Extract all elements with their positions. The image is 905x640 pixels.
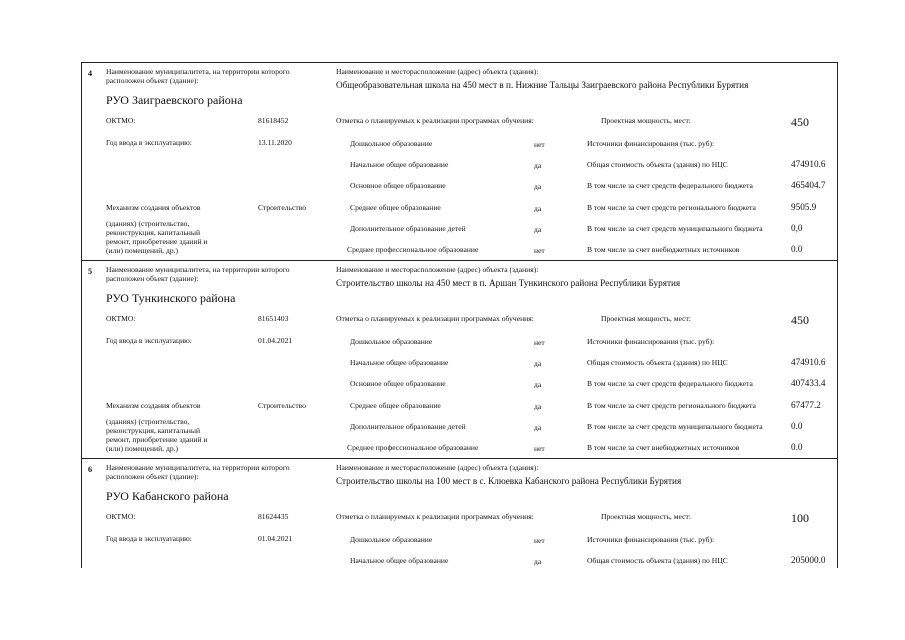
program-mark: да xyxy=(534,423,542,432)
mechanism-detail-line2: реконструкция, капитальный xyxy=(106,228,201,237)
record-number: 6 xyxy=(88,465,93,474)
finance-value: 407433.4 xyxy=(791,378,826,388)
finance-label: В том числе за счет средств муниципального бюджета xyxy=(587,224,763,233)
object-label: Наименование и месторасположение (адрес) объекта (здания): xyxy=(336,67,539,76)
finance-label: Общая стоимость объекта (здания) по НЦС xyxy=(587,556,728,565)
mechanism-detail-line1: (зданиях) (строительство, xyxy=(106,417,190,426)
finance-label: В том числе за счет средств регионального бюджета xyxy=(587,203,756,212)
program-label: Начальное общее образование xyxy=(350,358,449,367)
finance-value: 9505.9 xyxy=(791,202,817,212)
oktmo-label: ОКТМО: xyxy=(106,512,136,521)
municipality-label-line2: расположен объект (здание): xyxy=(106,76,199,85)
finance-value: 67477.2 xyxy=(791,400,821,410)
table-row xyxy=(81,62,837,260)
year-value: 01.04.2021 xyxy=(258,534,293,543)
program-mark: да xyxy=(534,557,542,566)
program-label: Основное общее образование xyxy=(350,181,446,190)
program-mark: нет xyxy=(534,444,545,453)
oktmo-label: ОКТМО: xyxy=(106,116,136,125)
municipality-label-line2: расположен объект (здание): xyxy=(106,472,199,481)
municipality-label-line1: Наименование муниципалитета, на территории которого xyxy=(106,463,290,472)
capacity-label: Проектная мощность, мест: xyxy=(601,512,691,521)
finance-value: 474910.6 xyxy=(791,357,826,367)
finance-label: Общая стоимость объекта (здания) по НЦС xyxy=(587,358,728,367)
mechanism-detail-line1: (зданиях) (строительство, xyxy=(106,219,190,228)
finance-label: Источники финансирования (тыс. руб): xyxy=(587,337,715,346)
mechanism-label: Механизм создания объектов xyxy=(106,401,201,410)
mechanism-detail-line3: ремонт, приобретение зданий и xyxy=(106,435,208,444)
program-mark: да xyxy=(534,380,542,389)
mechanism-label: Механизм создания объектов xyxy=(106,203,201,212)
capacity-value: 100 xyxy=(791,511,809,525)
program-label: Среднее общее образование xyxy=(350,203,441,212)
capacity-value: 450 xyxy=(791,115,809,129)
finance-value: 465404.7 xyxy=(791,180,826,190)
table-border-right xyxy=(837,62,838,568)
year-value: 13.11.2020 xyxy=(258,138,292,147)
year-label: Год ввода в эксплуатацию: xyxy=(106,138,192,147)
programs-mark-label: Отметка о планируемых к реализации программах обучения: xyxy=(336,512,534,521)
finance-label: В том числе за счет средств регионального бюджета xyxy=(587,401,756,410)
finance-label: Общая стоимость объекта (здания) по НЦС xyxy=(587,160,728,169)
program-label: Дополнительное образование детей xyxy=(350,224,466,233)
finance-value: 205000.0 xyxy=(791,555,826,565)
capacity-label: Проектная мощность, мест: xyxy=(601,116,691,125)
oktmo-value: 81624435 xyxy=(258,512,289,521)
finance-label: В том числе за счет средств федерального бюджета xyxy=(587,181,753,190)
finance-value: 0.0 xyxy=(791,442,803,452)
finance-label: В том числе за счет средств федерального бюджета xyxy=(587,379,753,388)
program-mark: да xyxy=(534,161,542,170)
finance-label: В том числе за счет средств муниципального бюджета xyxy=(587,422,763,431)
program-mark: нет xyxy=(534,536,545,545)
table-row xyxy=(81,458,837,568)
mechanism-detail-line4: (или) помещений, др.) xyxy=(106,444,179,453)
capacity-label: Проектная мощность, мест: xyxy=(601,314,691,323)
municipality-label-line1: Наименование муниципалитета, на территории которого xyxy=(106,67,290,76)
municipality-name: РУО Заиграевского района xyxy=(106,93,243,107)
finance-value: 0.0 xyxy=(791,421,803,431)
municipality-name: РУО Кабанского района xyxy=(106,489,229,503)
program-label: Среднее профессиональное образование xyxy=(347,245,479,254)
record-number: 5 xyxy=(88,267,93,276)
program-label: Дошкольное образование xyxy=(350,139,433,148)
program-label: Дошкольное образование xyxy=(350,535,433,544)
program-mark: нет xyxy=(534,246,545,255)
mechanism-value: Строительство xyxy=(258,203,306,212)
capacity-value: 450 xyxy=(791,313,809,327)
programs-mark-label: Отметка о планируемых к реализации программах обучения: xyxy=(336,314,534,323)
mechanism-value: Строительство xyxy=(258,401,306,410)
object-name: Общеобразовательная школа на 450 мест в п. Нижние Тальцы Заиграевского района Республики Бурятия xyxy=(336,80,749,90)
program-mark: да xyxy=(534,204,542,213)
program-label: Начальное общее образование xyxy=(350,556,449,565)
programs-mark-label: Отметка о планируемых к реализации программах обучения: xyxy=(336,116,534,125)
finance-label: Источники финансирования (тыс. руб): xyxy=(587,535,715,544)
municipality-label-line1: Наименование муниципалитета, на территории которого xyxy=(106,265,290,274)
finance-label: В том числе за счет внебюджетных источников xyxy=(587,245,740,254)
mechanism-detail-line3: ремонт, приобретение зданий и xyxy=(106,237,208,246)
finance-value: 0,0 xyxy=(791,223,803,233)
record-number: 4 xyxy=(88,69,93,78)
object-name: Строительство школы на 450 мест в п. Аршан Тункинского района Республики Бурятия xyxy=(336,278,681,288)
object-name: Строительство школы на 100 мест в с. Клюевка Кабанского района Республики Бурятия xyxy=(336,476,682,486)
oktmo-value: 81618452 xyxy=(258,116,289,125)
finance-value: 474910.6 xyxy=(791,159,826,169)
program-mark: да xyxy=(534,225,542,234)
program-label: Среднее общее образование xyxy=(350,401,441,410)
program-mark: да xyxy=(534,402,542,411)
program-label: Среднее профессиональное образование xyxy=(347,443,479,452)
finance-value: 0.0 xyxy=(791,244,803,254)
mechanism-detail-line2: реконструкция, капитальный xyxy=(106,426,201,435)
program-mark: да xyxy=(534,182,542,191)
program-mark: да xyxy=(534,359,542,368)
program-label: Начальное общее образование xyxy=(350,160,449,169)
mechanism-detail-line4: (или) помещений, др.) xyxy=(106,246,179,255)
program-mark: нет xyxy=(534,338,545,347)
municipality-label-line2: расположен объект (здание): xyxy=(106,274,199,283)
year-label: Год ввода в эксплуатацию: xyxy=(106,534,192,543)
program-mark: нет xyxy=(534,140,545,149)
object-label: Наименование и месторасположение (адрес) объекта (здания): xyxy=(336,463,539,472)
program-label: Дополнительное образование детей xyxy=(350,422,466,431)
year-value: 01.04.2021 xyxy=(258,336,293,345)
program-label: Основное общее образование xyxy=(350,379,446,388)
municipality-name: РУО Тункинского района xyxy=(106,291,236,305)
finance-label: Источники финансирования (тыс. руб): xyxy=(587,139,715,148)
oktmo-value: 81651403 xyxy=(258,314,289,323)
table-row xyxy=(81,260,837,458)
object-label: Наименование и месторасположение (адрес) объекта (здания): xyxy=(336,265,539,274)
program-label: Дошкольное образование xyxy=(350,337,433,346)
finance-label: В том числе за счет внебюджетных источников xyxy=(587,443,740,452)
year-label: Год ввода в эксплуатацию: xyxy=(106,336,192,345)
oktmo-label: ОКТМО: xyxy=(106,314,136,323)
